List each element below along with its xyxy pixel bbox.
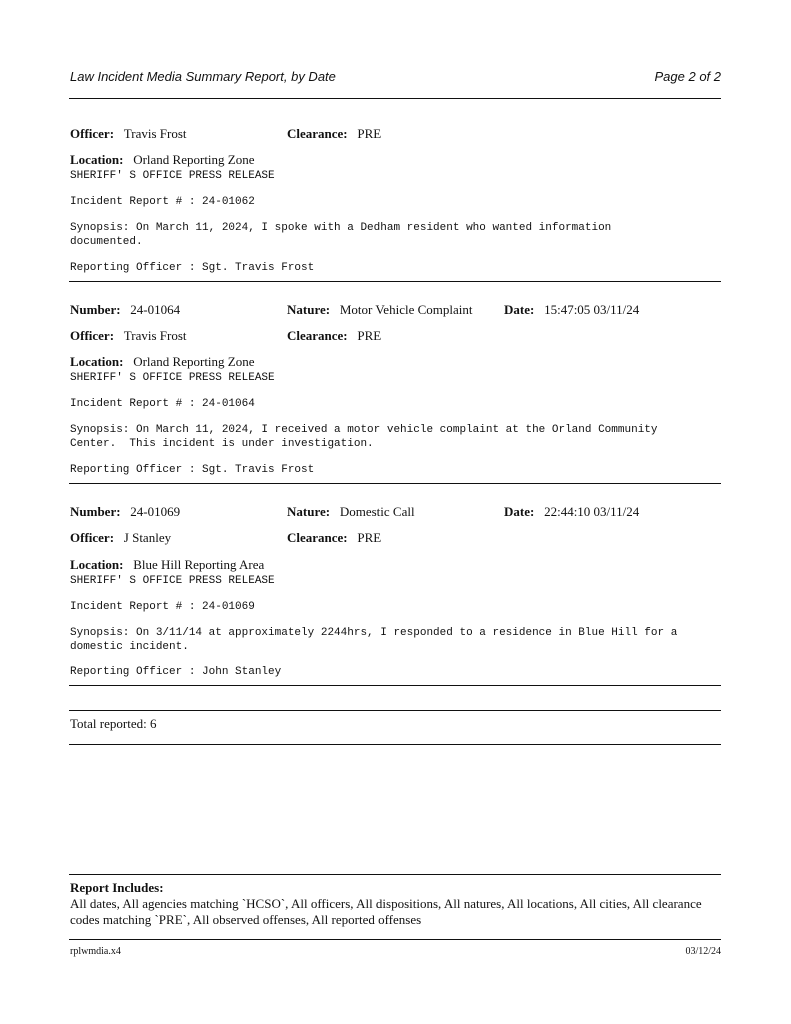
- reporting-officer: Reporting Officer : Sgt. Travis Frost: [70, 262, 315, 274]
- page-number: Page 2 of 2: [654, 69, 721, 84]
- record-divider: [69, 483, 721, 484]
- nature-value: Motor Vehicle Complaint: [339, 302, 473, 317]
- reporting-officer: Reporting Officer : Sgt. Travis Frost: [70, 464, 315, 476]
- date-label: Date:: [504, 504, 535, 519]
- nature-field: [287, 504, 415, 520]
- location-value: Blue Hill Reporting Area: [133, 557, 265, 572]
- number-field: [70, 302, 180, 318]
- nature-value: Domestic Call: [339, 504, 415, 519]
- synopsis-line-1: Synopsis: On 3/11/14 at approximately 2244hrs, I responded to a residence in Blue Hill for a: [70, 627, 678, 639]
- location-value: Orland Reporting Zone: [133, 354, 255, 369]
- officer-value: Travis Frost: [123, 328, 187, 343]
- report-title: Law Incident Media Summary Report, by Date: [70, 69, 336, 84]
- location-field: [70, 557, 264, 573]
- clearance-label: Clearance:: [287, 530, 348, 545]
- clearance-field: [287, 126, 381, 142]
- nature-label: Nature:: [287, 302, 331, 317]
- clearance-value: PRE: [357, 328, 382, 343]
- synopsis-line-1: Synopsis: On March 11, 2024, I spoke with a Dedham resident who wanted information: [70, 222, 612, 234]
- location-label: Location:: [70, 152, 124, 167]
- nature-label: Nature:: [287, 504, 331, 519]
- location-value: Orland Reporting Zone: [133, 152, 255, 167]
- report-includes: [70, 880, 722, 928]
- header-divider: [69, 98, 721, 99]
- report-includes-heading: Report Includes:: [70, 880, 164, 895]
- number-label: Number:: [70, 504, 121, 519]
- date-label: Date:: [504, 302, 535, 317]
- reporting-officer: Reporting Officer : John Stanley: [70, 666, 282, 678]
- number-value: 24-01069: [130, 504, 181, 519]
- officer-label: Officer:: [70, 328, 115, 343]
- location-label: Location:: [70, 354, 124, 369]
- footer-divider: [69, 939, 721, 940]
- location-field: [70, 354, 255, 370]
- record-divider: [69, 685, 721, 686]
- total-bottom-divider: [69, 744, 721, 745]
- officer-field: [70, 328, 187, 344]
- officer-label: Officer:: [70, 126, 115, 141]
- press-release-line: SHERIFF' S OFFICE PRESS RELEASE: [70, 575, 275, 587]
- synopsis-line-2: documented.: [70, 236, 143, 248]
- total-top-divider: [69, 710, 721, 711]
- footer-date: 03/12/24: [685, 946, 721, 957]
- number-label: Number:: [70, 302, 121, 317]
- footer-report-code: rplwmdia.x4: [70, 946, 121, 957]
- location-label: Location:: [70, 557, 124, 572]
- clearance-value: PRE: [357, 126, 382, 141]
- total-reported: Total reported: 6: [70, 716, 157, 731]
- officer-field: [70, 530, 171, 546]
- incident-report-number: Incident Report # : 24-01064: [70, 398, 255, 410]
- clearance-value: PRE: [357, 530, 382, 545]
- record-divider: [69, 281, 721, 282]
- date-value: 15:47:05 03/11/24: [544, 302, 640, 317]
- press-release-line: SHERIFF' S OFFICE PRESS RELEASE: [70, 372, 275, 384]
- incident-report-number: Incident Report # : 24-01062: [70, 196, 255, 208]
- synopsis-line-2: Center. This incident is under investigation.: [70, 438, 374, 450]
- location-field: [70, 152, 255, 168]
- press-release-line: SHERIFF' S OFFICE PRESS RELEASE: [70, 170, 275, 182]
- synopsis-line-1: Synopsis: On March 11, 2024, I received a motor vehicle complaint at the Orland Community: [70, 424, 658, 436]
- officer-field: [70, 126, 187, 142]
- officer-value: J Stanley: [123, 530, 172, 545]
- officer-value: Travis Frost: [123, 126, 187, 141]
- date-field: [504, 504, 639, 520]
- report-includes-divider: [69, 874, 721, 875]
- synopsis-line-2: domestic incident.: [70, 641, 189, 653]
- clearance-field: [287, 530, 381, 546]
- date-value: 22:44:10 03/11/24: [544, 504, 640, 519]
- date-field: [504, 302, 639, 318]
- clearance-field: [287, 328, 381, 344]
- incident-report-number: Incident Report # : 24-01069: [70, 601, 255, 613]
- clearance-label: Clearance:: [287, 328, 348, 343]
- number-field: [70, 504, 180, 520]
- nature-field: [287, 302, 472, 318]
- officer-label: Officer:: [70, 530, 115, 545]
- number-value: 24-01064: [130, 302, 181, 317]
- clearance-label: Clearance:: [287, 126, 348, 141]
- report-includes-text: All dates, All agencies matching `HCSO`, All officers, All dispositions, All natures, All locations, All cities, All clearance codes matching `PRE`, All observed offenses, All reported offenses: [70, 896, 702, 927]
